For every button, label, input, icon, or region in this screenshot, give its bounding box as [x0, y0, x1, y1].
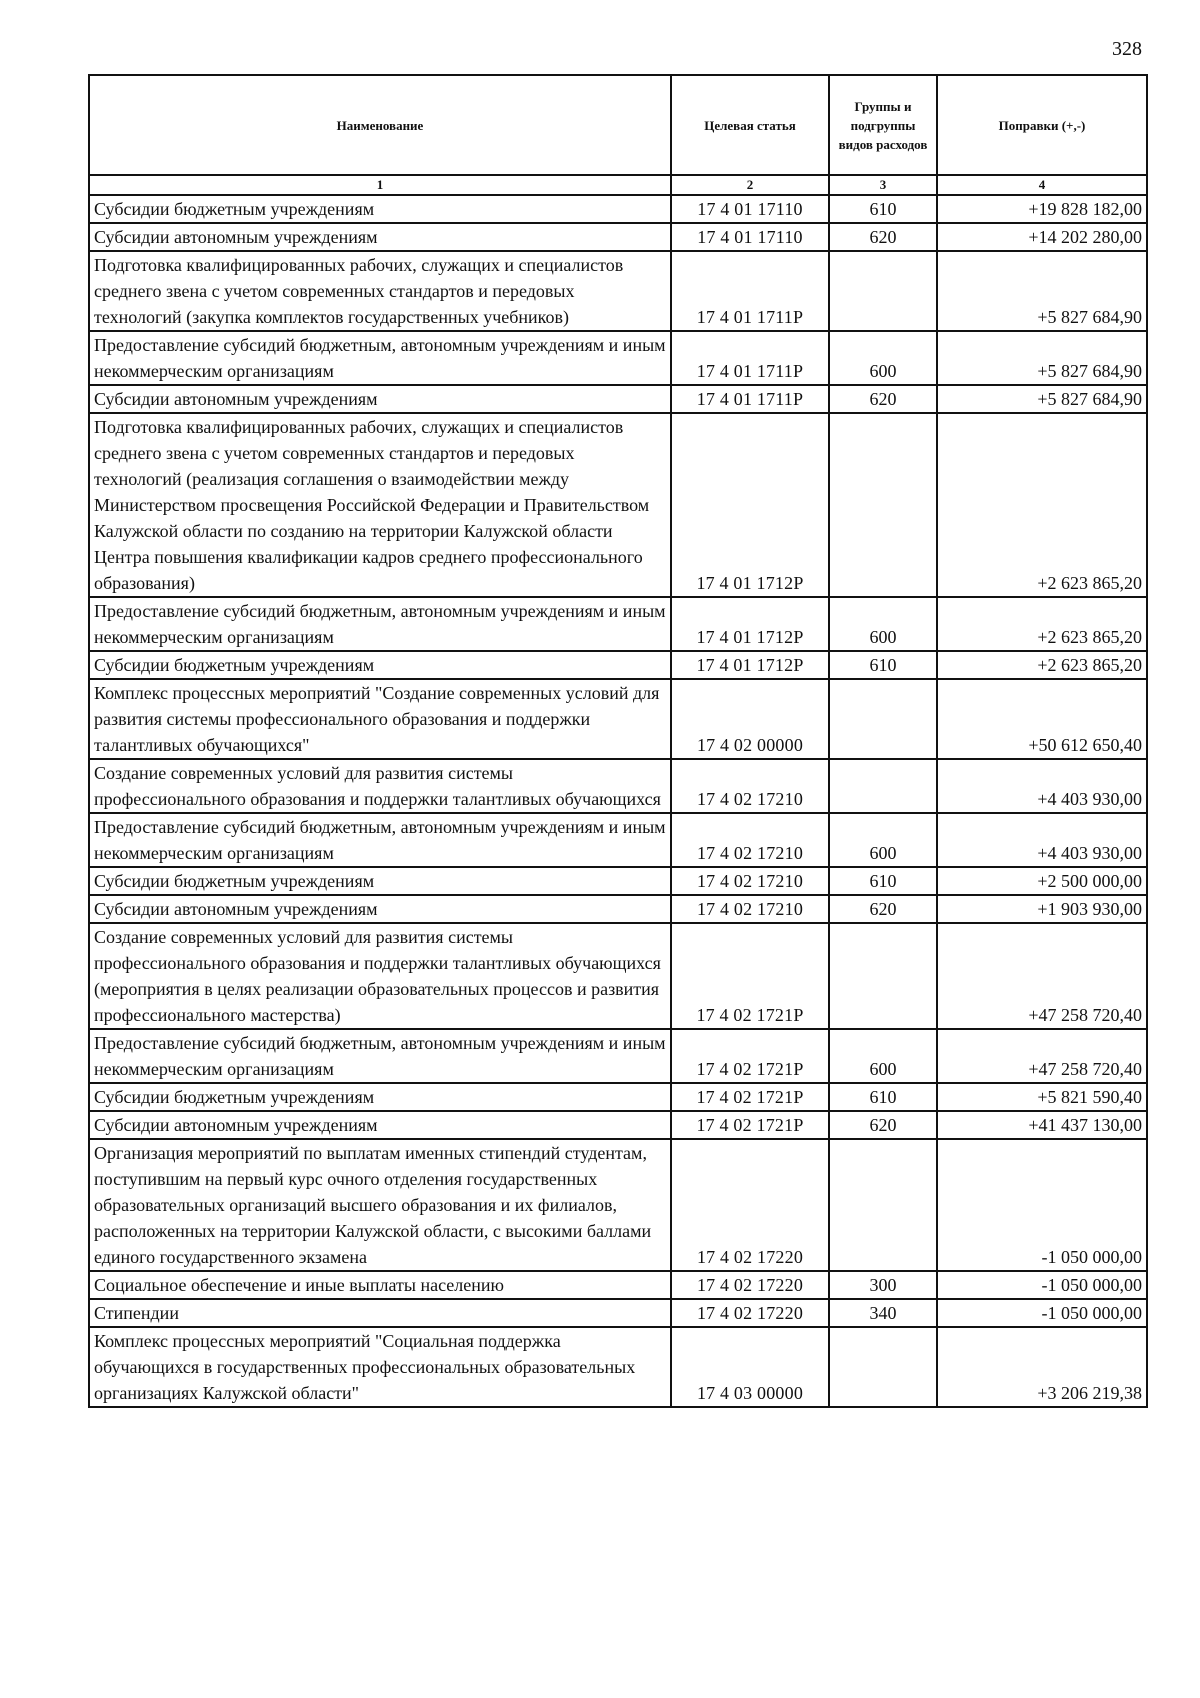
row-name: Субсидии бюджетным учреждениям: [89, 195, 671, 223]
row-amount: +2 500 000,00: [937, 867, 1147, 895]
row-group: 610: [829, 867, 937, 895]
row-name: Подготовка квалифицированных рабочих, служащих и специалистов среднего звена с учетом современных стандартов и передовых технологий (реализация соглашения о взаимодействии между Министерством просвещения Российской Федерации и Правительством Калужской области по созданию на территории Калужской области Центра повышения квалификации кадров среднего профессионального образования): [89, 413, 671, 597]
column-number: 1: [89, 175, 671, 195]
row-name: Социальное обеспечение и иные выплаты населению: [89, 1271, 671, 1299]
header-amount: Поправки (+,-): [937, 75, 1147, 175]
header-name: Наименование: [89, 75, 671, 175]
column-number: 3: [829, 175, 937, 195]
table-row: [89, 923, 1147, 1029]
header-groups: Группы и подгруппы видов расходов: [829, 75, 937, 175]
row-group: [829, 1327, 937, 1407]
table-row: [89, 223, 1147, 251]
row-name: Подготовка квалифицированных рабочих, служащих и специалистов среднего звена с учетом современных стандартов и передовых технологий (закупка комплектов государственных учебников): [89, 251, 671, 331]
row-code: 17 4 02 1721Р: [671, 1083, 829, 1111]
table-row: [89, 1029, 1147, 1083]
row-code: 17 4 01 1712Р: [671, 651, 829, 679]
row-name: Предоставление субсидий бюджетным, автономным учреждениям и иным некоммерческим организациям: [89, 331, 671, 385]
row-name: Предоставление субсидий бюджетным, автономным учреждениям и иным некоммерческим организациям: [89, 813, 671, 867]
row-name: Субсидии бюджетным учреждениям: [89, 1083, 671, 1111]
row-code: 17 4 01 1711Р: [671, 385, 829, 413]
row-code: 17 4 02 1721Р: [671, 1111, 829, 1139]
row-name: Субсидии бюджетным учреждениям: [89, 867, 671, 895]
row-code: 17 4 02 17210: [671, 867, 829, 895]
row-code: 17 4 01 1712Р: [671, 597, 829, 651]
row-name: Организация мероприятий по выплатам именных стипендий студентам, поступившим на первый курс очного отделения государственных образовательных организаций высшего образования и их филиалов, расположенных на территории Калужской области, с высокими баллами единого государственного экзамена: [89, 1139, 671, 1271]
row-code: 17 4 02 17220: [671, 1299, 829, 1327]
row-amount: +47 258 720,40: [937, 1029, 1147, 1083]
row-name: Предоставление субсидий бюджетным, автономным учреждениям и иным некоммерческим организациям: [89, 1029, 671, 1083]
table-row: [89, 195, 1147, 223]
table-row: [89, 867, 1147, 895]
row-amount: -1 050 000,00: [937, 1271, 1147, 1299]
row-group: 340: [829, 1299, 937, 1327]
row-name: Создание современных условий для развития системы профессионального образования и поддержки талантливых обучающихся: [89, 759, 671, 813]
row-code: 17 4 02 17210: [671, 759, 829, 813]
table-row: [89, 597, 1147, 651]
row-group: [829, 251, 937, 331]
row-amount: +2 623 865,20: [937, 651, 1147, 679]
row-group: [829, 1139, 937, 1271]
row-group: [829, 759, 937, 813]
table-row: [89, 651, 1147, 679]
row-name: Субсидии автономным учреждениям: [89, 895, 671, 923]
row-amount: +5 821 590,40: [937, 1083, 1147, 1111]
row-amount: +4 403 930,00: [937, 759, 1147, 813]
table-row: [89, 1327, 1147, 1407]
row-name: Субсидии автономным учреждениям: [89, 385, 671, 413]
row-code: 17 4 02 1721Р: [671, 1029, 829, 1083]
row-amount: +5 827 684,90: [937, 331, 1147, 385]
row-group: 610: [829, 195, 937, 223]
row-group: [829, 679, 937, 759]
page-number: 328: [1112, 38, 1142, 60]
row-amount: +14 202 280,00: [937, 223, 1147, 251]
row-code: 17 4 03 00000: [671, 1327, 829, 1407]
row-group: [829, 413, 937, 597]
row-amount: -1 050 000,00: [937, 1299, 1147, 1327]
row-code: 17 4 01 1711Р: [671, 251, 829, 331]
row-amount: +2 623 865,20: [937, 413, 1147, 597]
row-amount: +3 206 219,38: [937, 1327, 1147, 1407]
row-code: 17 4 02 17210: [671, 895, 829, 923]
row-code: 17 4 01 17110: [671, 223, 829, 251]
table-row: [89, 1139, 1147, 1271]
row-group: 620: [829, 1111, 937, 1139]
row-group: 610: [829, 1083, 937, 1111]
row-group: 300: [829, 1271, 937, 1299]
row-code: 17 4 02 00000: [671, 679, 829, 759]
row-amount: +5 827 684,90: [937, 251, 1147, 331]
table-row: [89, 759, 1147, 813]
row-code: 17 4 02 17220: [671, 1271, 829, 1299]
row-code: 17 4 02 1721Р: [671, 923, 829, 1029]
row-amount: +2 623 865,20: [937, 597, 1147, 651]
column-number: 2: [671, 175, 829, 195]
row-name: Субсидии автономным учреждениям: [89, 1111, 671, 1139]
row-name: Субсидии бюджетным учреждениям: [89, 651, 671, 679]
row-group: 600: [829, 331, 937, 385]
table-row: [89, 1299, 1147, 1327]
row-code: 17 4 02 17220: [671, 1139, 829, 1271]
row-amount: +41 437 130,00: [937, 1111, 1147, 1139]
row-name: Субсидии автономным учреждениям: [89, 223, 671, 251]
row-code: 17 4 01 1712Р: [671, 413, 829, 597]
table-row: [89, 331, 1147, 385]
row-name: Комплекс процессных мероприятий "Социальная поддержка обучающихся в государственных профессиональных образовательных организациях Калужской области": [89, 1327, 671, 1407]
table-row: [89, 679, 1147, 759]
table-row: [89, 1111, 1147, 1139]
row-group: 620: [829, 895, 937, 923]
row-amount: +50 612 650,40: [937, 679, 1147, 759]
row-name: Создание современных условий для развития системы профессионального образования и поддержки талантливых обучающихся (мероприятия в целях реализации образовательных процессов и развития профессионального мастерства): [89, 923, 671, 1029]
table-row: [89, 251, 1147, 331]
header-code: Целевая статья: [671, 75, 829, 175]
row-amount: +1 903 930,00: [937, 895, 1147, 923]
column-number: 4: [937, 175, 1147, 195]
budget-amendments-table: [88, 74, 1148, 1408]
row-name: Предоставление субсидий бюджетным, автономным учреждениям и иным некоммерческим организациям: [89, 597, 671, 651]
row-group: 600: [829, 597, 937, 651]
row-group: 620: [829, 385, 937, 413]
row-group: 610: [829, 651, 937, 679]
row-group: 600: [829, 813, 937, 867]
row-name: Комплекс процессных мероприятий "Создание современных условий для развития системы профессионального образования и поддержки талантливых обучающихся": [89, 679, 671, 759]
table-row: [89, 813, 1147, 867]
row-code: 17 4 01 1711Р: [671, 331, 829, 385]
table-row: [89, 1271, 1147, 1299]
row-group: 620: [829, 223, 937, 251]
row-group: [829, 923, 937, 1029]
row-amount: +47 258 720,40: [937, 923, 1147, 1029]
row-code: 17 4 01 17110: [671, 195, 829, 223]
row-amount: +19 828 182,00: [937, 195, 1147, 223]
table-row: [89, 413, 1147, 597]
row-group: 600: [829, 1029, 937, 1083]
row-name: Стипендии: [89, 1299, 671, 1327]
table-row: [89, 385, 1147, 413]
row-amount: -1 050 000,00: [937, 1139, 1147, 1271]
table-row: [89, 895, 1147, 923]
row-code: 17 4 02 17210: [671, 813, 829, 867]
table-row: [89, 1083, 1147, 1111]
row-amount: +5 827 684,90: [937, 385, 1147, 413]
row-amount: +4 403 930,00: [937, 813, 1147, 867]
